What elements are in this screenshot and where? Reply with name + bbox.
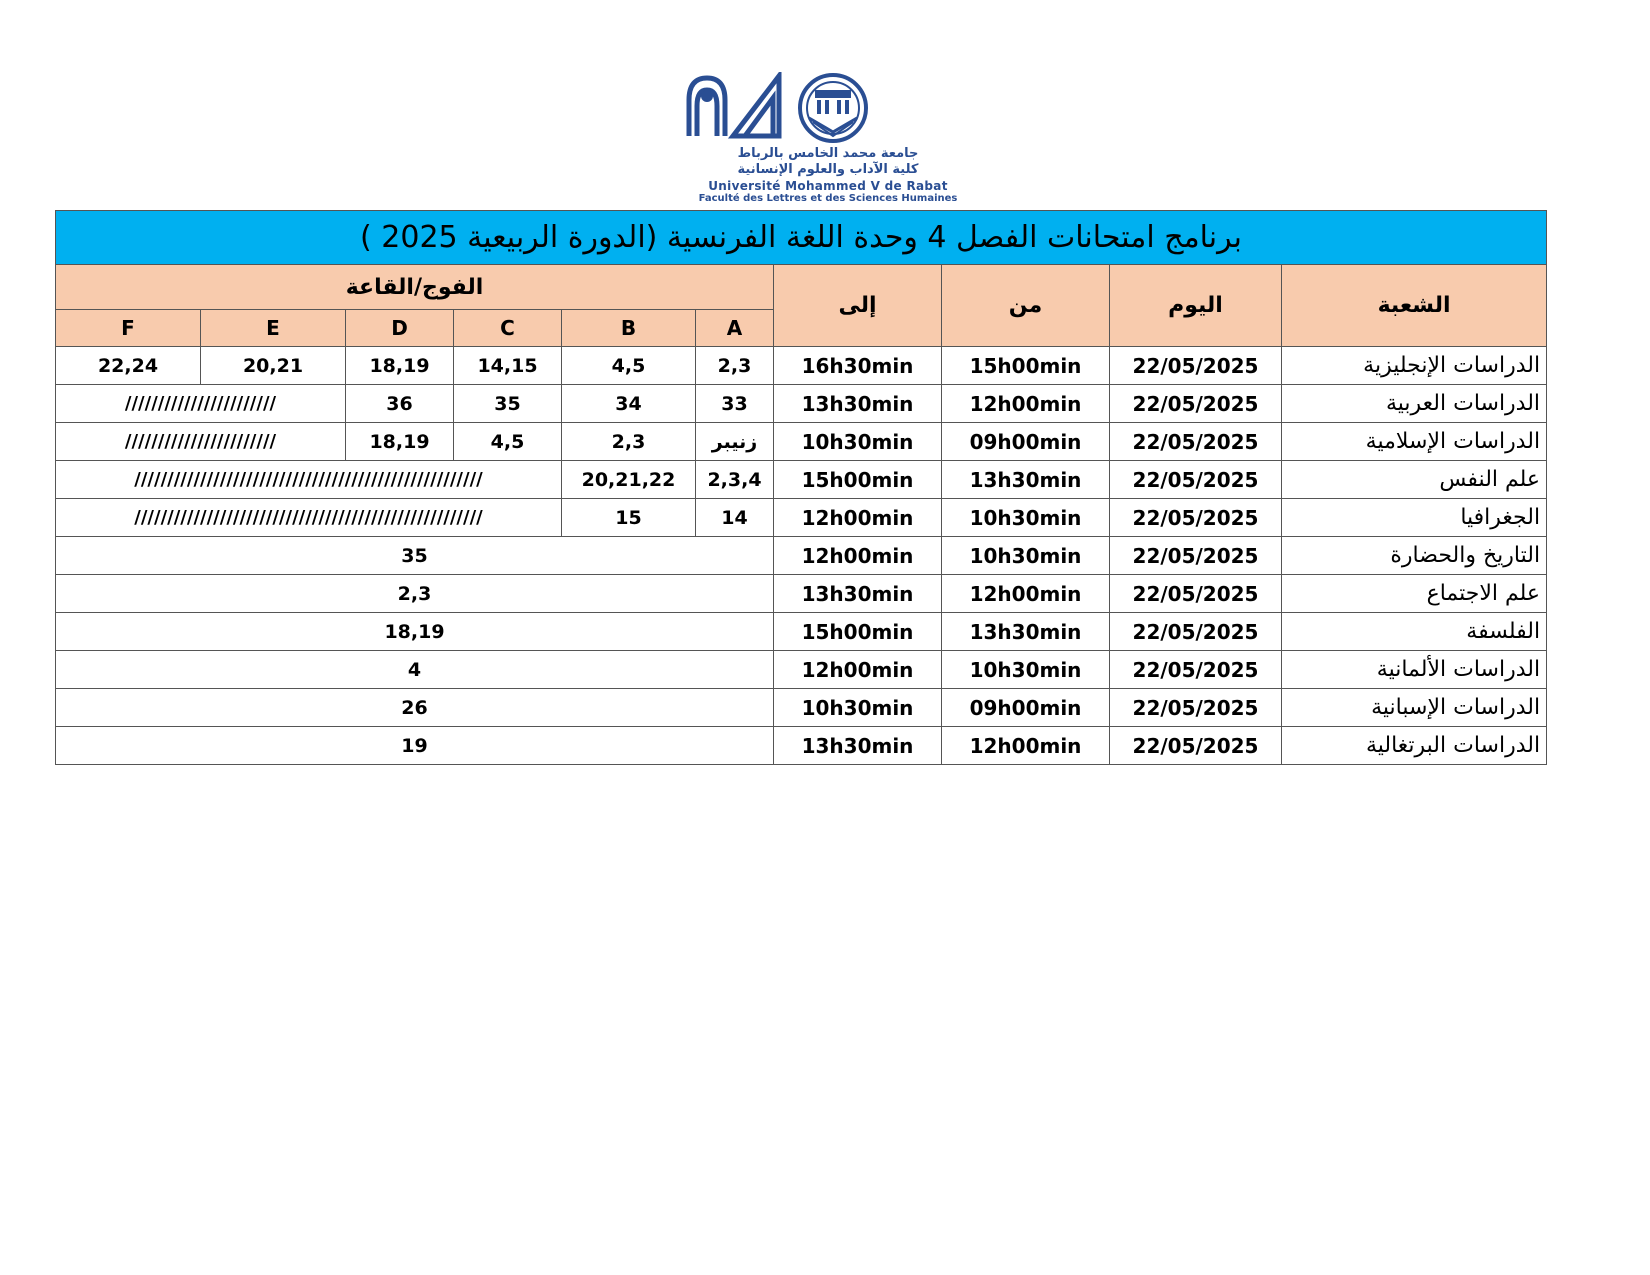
logo-arabic-university: جامعة محمد الخامس بالرباط [737,146,919,161]
table-row [56,575,1547,613]
exam-date: 22/05/2025 [1110,347,1282,385]
empty-slash-cell: /////////////////////// [56,423,346,461]
start-time: 13h30min [942,461,1110,499]
department-name: الدراسات العربية [1282,385,1547,423]
table-row [56,385,1547,423]
start-time: 09h00min [942,689,1110,727]
room-cell: 14 [696,499,774,537]
end-time: 10h30min [774,689,942,727]
room-cell: 36 [346,385,454,423]
end-time: 15h00min [774,613,942,651]
end-time: 10h30min [774,423,942,461]
header-from: من [942,265,1110,347]
department-name: علم النفس [1282,461,1547,499]
start-time: 10h30min [942,537,1110,575]
table-row [56,727,1547,765]
department-name: التاريخ والحضارة [1282,537,1547,575]
room-cell: 4,5 [454,423,562,461]
room-cell: 2,3 [56,575,774,613]
department-name: الدراسات الإسلامية [1282,423,1547,461]
room-cell: 4,5 [562,347,696,385]
room-cell: 18,19 [346,347,454,385]
end-time: 12h00min [774,537,942,575]
exam-date: 22/05/2025 [1110,689,1282,727]
end-time: 12h00min [774,651,942,689]
header-group-c: C [454,310,562,347]
department-name: الجغرافيا [1282,499,1547,537]
exam-date: 22/05/2025 [1110,575,1282,613]
room-cell: 2,3 [562,423,696,461]
exam-date: 22/05/2025 [1110,651,1282,689]
exam-date: 22/05/2025 [1110,613,1282,651]
empty-slash-cell: ///////////////////////////////////////////////////// [56,461,562,499]
room-cell: 20,21 [201,347,346,385]
header-group-e: E [201,310,346,347]
empty-slash-cell: ///////////////////////////////////////////////////// [56,499,562,537]
start-time: 12h00min [942,385,1110,423]
exam-date: 22/05/2025 [1110,423,1282,461]
start-time: 09h00min [942,423,1110,461]
header-day: اليوم [1110,265,1282,347]
logo-arabic-faculty: كلية الآداب والعلوم الإنسانية [737,162,919,177]
university-logo [683,72,973,208]
room-cell: زنيبر [696,423,774,461]
header-group-a: A [696,310,774,347]
table-row [56,423,1547,461]
room-cell: 18,19 [56,613,774,651]
department-name: علم الاجتماع [1282,575,1547,613]
table-row [56,499,1547,537]
logo-french-university: Université Mohammed V de Rabat [708,179,948,193]
table-row [56,461,1547,499]
department-name: الدراسات الألمانية [1282,651,1547,689]
table-row [56,347,1547,385]
start-time: 10h30min [942,651,1110,689]
start-time: 12h00min [942,727,1110,765]
exam-schedule-table [55,210,1547,765]
end-time: 15h00min [774,461,942,499]
room-cell: 19 [56,727,774,765]
room-cell: 2,3 [696,347,774,385]
room-cell: 14,15 [454,347,562,385]
start-time: 13h30min [942,613,1110,651]
room-cell: 26 [56,689,774,727]
exam-date: 22/05/2025 [1110,727,1282,765]
start-time: 15h00min [942,347,1110,385]
room-cell: 35 [56,537,774,575]
end-time: 16h30min [774,347,942,385]
end-time: 13h30min [774,575,942,613]
exam-date: 22/05/2025 [1110,385,1282,423]
end-time: 13h30min [774,727,942,765]
exam-date: 22/05/2025 [1110,537,1282,575]
header-group-d: D [346,310,454,347]
header-to: إلى [774,265,942,347]
logo-french-faculty: Faculté des Lettres et des Sciences Humaines [698,193,958,204]
exam-date: 22/05/2025 [1110,461,1282,499]
room-cell: 15 [562,499,696,537]
room-cell: 34 [562,385,696,423]
room-cell: 33 [696,385,774,423]
room-cell: 20,21,22 [562,461,696,499]
header-group-room: الفوج/القاعة [56,265,774,310]
end-time: 13h30min [774,385,942,423]
department-name: الدراسات البرتغالية [1282,727,1547,765]
room-cell: 35 [454,385,562,423]
room-cell: 4 [56,651,774,689]
department-name: الفلسفة [1282,613,1547,651]
header-department: الشعبة [1282,265,1547,347]
header-group-f: F [56,310,201,347]
table-row [56,537,1547,575]
start-time: 10h30min [942,499,1110,537]
department-name: الدراسات الإنجليزية [1282,347,1547,385]
department-name: الدراسات الإسبانية [1282,689,1547,727]
exam-date: 22/05/2025 [1110,499,1282,537]
table-row [56,613,1547,651]
room-cell: 2,3,4 [696,461,774,499]
header-group-b: B [562,310,696,347]
empty-slash-cell: /////////////////////// [56,385,346,423]
logo-emblem-icon [683,72,973,144]
table-row [56,689,1547,727]
end-time: 12h00min [774,499,942,537]
room-cell: 18,19 [346,423,454,461]
room-cell: 22,24 [56,347,201,385]
table-row [56,651,1547,689]
start-time: 12h00min [942,575,1110,613]
schedule-title: برنامج امتحانات الفصل 4 وحدة اللغة الفرنسية (الدورة الربيعية 2025 ) [56,211,1547,265]
